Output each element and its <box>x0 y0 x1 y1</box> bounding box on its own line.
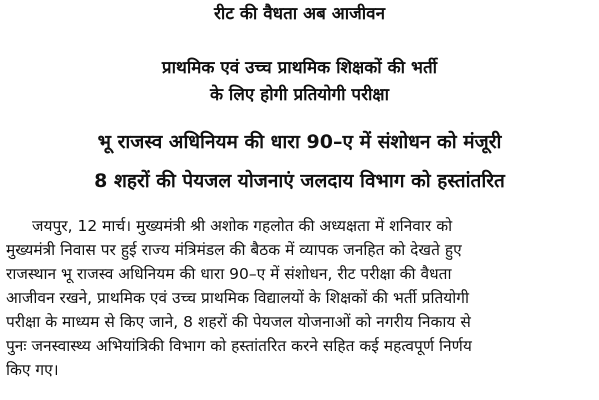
article-line: पुनः जनस्वास्थ्य अभियांत्रिकी विभाग को हस्तांतरित करने सहित कई महत्वपूर्ण निर्णय <box>6 337 472 355</box>
headline-land-revenue-amendment: भू राजस्व अधिनियम की धारा 90–ए में संशोधन को मंजूरी <box>97 131 502 153</box>
article-line: परीक्षा के माध्यम से किए जाने, 8 शहरों की पेयजल योजनाओं को नगरीय निकाय से <box>6 313 471 331</box>
article-line: किए गए। <box>6 361 59 379</box>
headline-teacher-recruitment-line1: प्राथमिक एवं उच्च प्राथमिक शिक्षकों की भर्ती <box>161 58 438 78</box>
article-line: राजस्थान भू राजस्व अधिनियम की धारा 90–ए में संशोधन, रीट परीक्षा की वैधता <box>6 265 452 283</box>
article-line: जयपुर, 12 मार्च। मुख्यमंत्री श्री अशोक गहलोत की अध्यक्षता में शनिवार को <box>32 217 453 235</box>
article-body <box>6 214 592 382</box>
headline-teacher-recruitment-line2: के लिए होगी प्रतियोगी परीक्षा <box>209 85 390 105</box>
headline-water-schemes-transfer: 8 शहरों की पेयजल योजनाएं जलदाय विभाग को हस्तांतरित <box>94 170 505 192</box>
headline-reet-validity: रीट की वैधता अब आजीवन <box>213 4 386 24</box>
article-line: मुख्यमंत्री निवास पर हुई राज्य मंत्रिमंडल की बैठक में व्यापक जनहित को देखते हुए <box>6 241 462 259</box>
article-line: आजीवन रखने, प्राथमिक एवं उच्च प्राथमिक विद्यालयों के शिक्षकों की भर्ती प्रतियोगी <box>6 289 470 307</box>
